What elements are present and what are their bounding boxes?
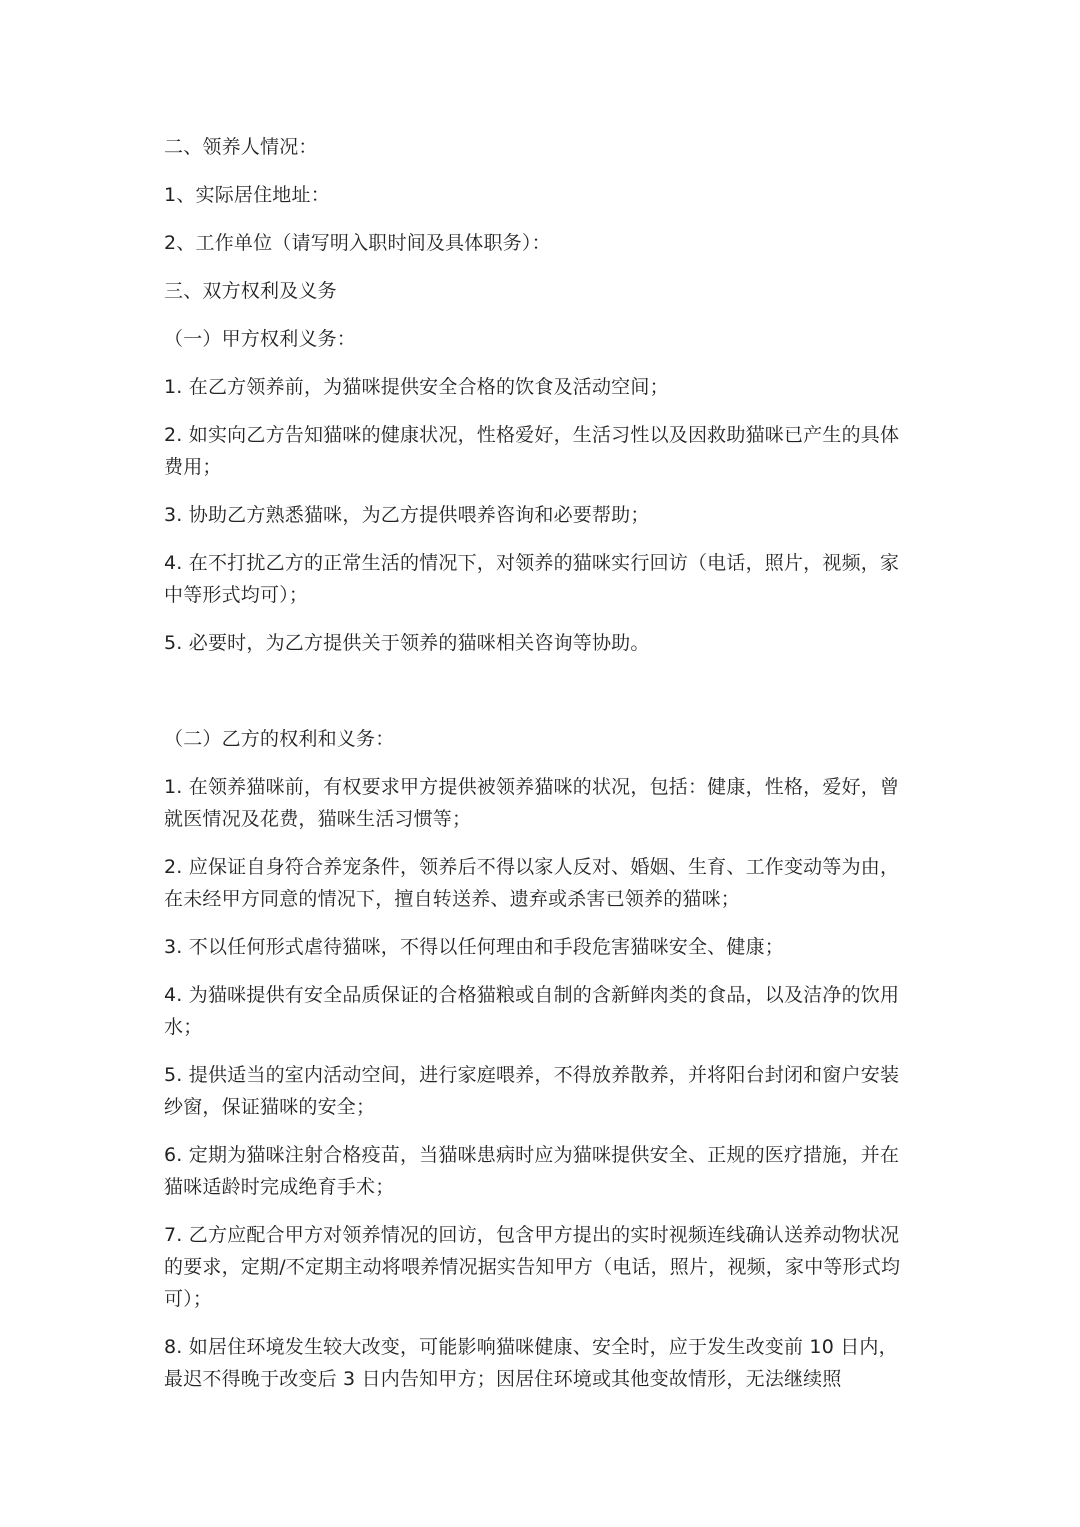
party-b-clause-1: 1. 在领养猫咪前，有权要求甲方提供被领养猫咪的状况，包括：健康，性格，爱好，曾就医情况及花费，猫咪生活习惯等； — [164, 776, 900, 830]
section-heading-rights-duties: 三、双方权利及义务 — [164, 280, 337, 302]
subsection-heading-party-b: （二）乙方的权利和义务： — [164, 728, 395, 750]
party-a-clause-2: 2. 如实向乙方告知猫咪的健康状况，性格爱好，生活习性以及因救助猫咪已产生的具体费用； — [164, 424, 900, 478]
section-heading-adopter-info: 二、领养人情况： — [164, 136, 318, 158]
party-b-clause-5: 5. 提供适当的室内活动空间，进行家庭喂养，不得放养散养，并将阳台封闭和窗户安装纱窗，保证猫咪的安全； — [164, 1064, 900, 1118]
party-a-clause-1: 1. 在乙方领养前，为猫咪提供安全合格的饮食及活动空间； — [164, 376, 669, 398]
adopter-employer-line: 2、工作单位（请写明入职时间及具体职务）： — [164, 232, 551, 254]
party-b-clause-7: 7. 乙方应配合甲方对领养情况的回访，包含甲方提出的实时视频连线确认送养动物状况的要求，定期/不定期主动将喂养情况据实告知甲方（电话，照片，视频，家中等形式均可）； — [164, 1224, 901, 1310]
party-b-clause-2: 2. 应保证自身符合养宠条件，领养后不得以家人反对、婚姻、生育、工作变动等为由，在未经甲方同意的情况下，擅自转送养、遗弃或杀害已领养的猫咪； — [164, 856, 900, 910]
adopter-address-line: 1、实际居住地址： — [164, 184, 330, 206]
party-b-clause-6: 6. 定期为猫咪注射合格疫苗，当猫咪患病时应为猫咪提供安全、正规的医疗措施，并在猫咪适龄时完成绝育手术； — [164, 1144, 900, 1198]
party-b-clause-3: 3. 不以任何形式虐待猫咪，不得以任何理由和手段危害猫咪安全、健康； — [164, 936, 784, 958]
party-a-clause-4: 4. 在不打扰乙方的正常生活的情况下，对领养的猫咪实行回访（电话，照片，视频，家中等形式均可）； — [164, 552, 900, 606]
subsection-heading-party-a: （一）甲方权利义务： — [164, 328, 357, 350]
party-a-clause-5: 5. 必要时，为乙方提供关于领养的猫咪相关咨询等协助。 — [164, 632, 650, 654]
party-a-clause-3: 3. 协助乙方熟悉猫咪，为乙方提供喂养咨询和必要帮助； — [164, 504, 650, 526]
document-body — [164, 131, 914, 1411]
party-b-clause-8: 8. 如居住环境发生较大改变，可能影响猫咪健康、安全时，应于发生改变前 10 日内，最迟不得晚于改变后 3 日内告知甲方；因居住环境或其他变故情形，无法继续照 — [164, 1336, 898, 1390]
party-b-clause-4: 4. 为猫咪提供有安全品质保证的合格猫粮或自制的含新鲜肉类的食品，以及洁净的饮用水； — [164, 984, 900, 1038]
